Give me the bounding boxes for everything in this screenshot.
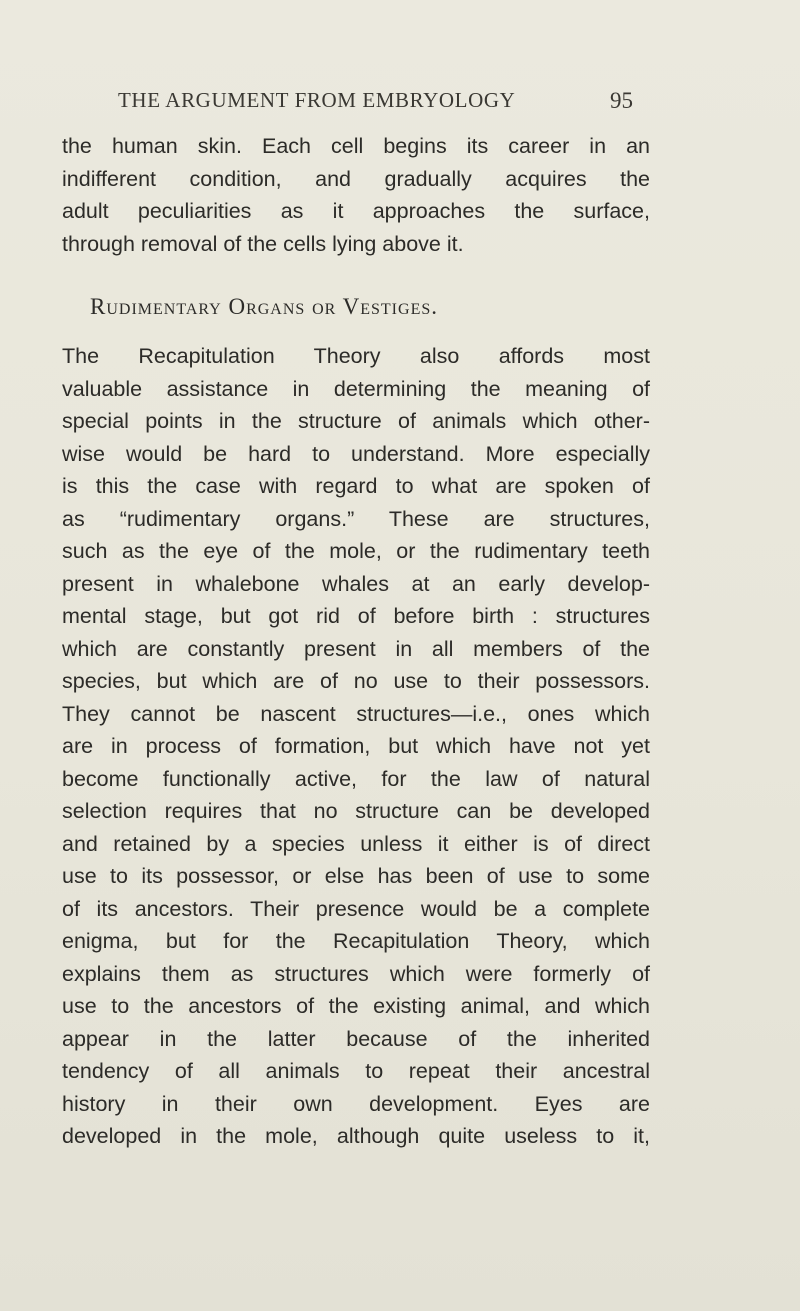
text-line: adult peculiarities as it approaches the surface, [62,199,650,223]
text-line: such as the eye of the mole, or the rudimentary teeth [62,539,650,563]
text-line: use to the ancestors of the existing animal, and which [62,994,650,1018]
text-line: valuable assistance in determining the meaning of [62,376,650,401]
text-line: mental stage, but got rid of before birth : structures [62,604,650,628]
page-number: 95 [610,88,633,113]
text-line: species, but which are of no use to their possessors. [62,669,650,693]
paragraph-rudimentary-organs [62,340,650,1153]
text-line: as “rudimentary organs.” These are structures, [62,506,650,531]
text-line: history in their own development. Eyes are [62,1091,650,1116]
text-line: explains them as structures which were formerly of [62,961,650,986]
text-line: of its ancestors. Their presence would be a complete [62,896,650,921]
text-line: developed in the mole, although quite useless to it, [62,1124,650,1148]
text-line: are in process of formation, but which have not yet [62,734,650,758]
text-line: which are constantly present in all members of the [62,636,650,661]
text-line: is this the case with regard to what are spoken of [62,474,650,498]
text-line: wise would be hard to understand. More especially [62,441,650,466]
section-heading: Rudimentary Organs or Vestiges. [90,294,438,319]
text-line: They cannot be nascent structures—i.e., ones which [62,701,650,726]
text-line: special points in the structure of animals which other- [62,409,650,433]
text-line: The Recapitulation Theory also affords most [62,344,650,368]
text-line: selection requires that no structure can be developed [62,799,650,823]
text-line: become functionally active, for the law of natural [62,766,650,791]
text-line: tendency of all animals to repeat their ancestral [62,1059,650,1083]
paragraph-skin-cells [62,130,650,260]
text-line: present in whalebone whales at an early develop- [62,571,650,596]
text-line: appear in the latter because of the inherited [62,1026,650,1051]
text-line: use to its possessor, or else has been of use to some [62,864,650,888]
running-title: THE ARGUMENT FROM EMBRYOLOGY [118,88,516,112]
text-line: enigma, but for the Recapitulation Theory, which [62,929,650,953]
text-line: the human skin. Each cell begins its career in an [62,134,650,158]
text-line: indifferent condition, and gradually acquires the [62,166,650,191]
text-line: through removal of the cells lying above it. [62,231,464,256]
text-line: and retained by a species unless it either is of direct [62,831,650,856]
